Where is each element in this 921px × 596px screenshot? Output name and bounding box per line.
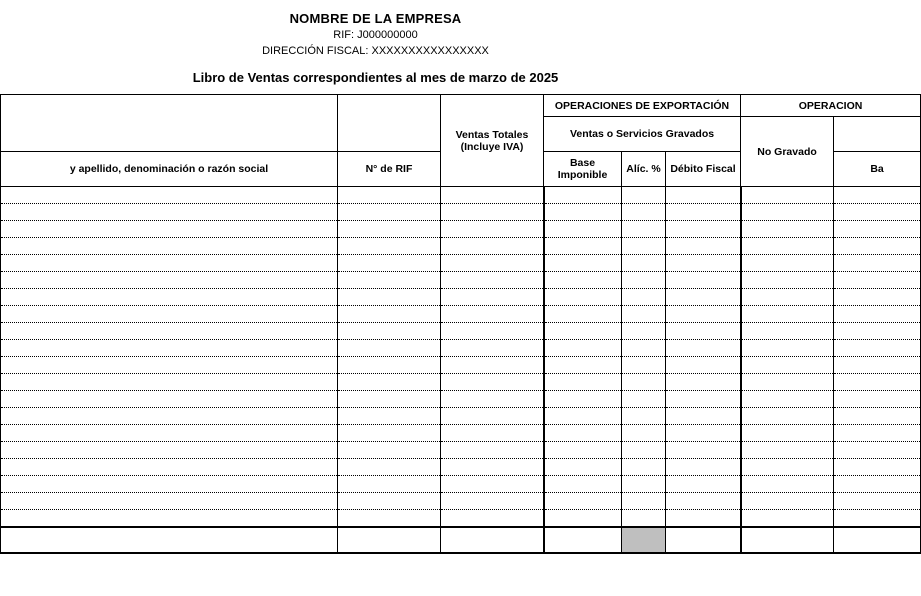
totals-cell-alicuota[interactable] [622, 527, 666, 553]
table-row [1, 374, 921, 391]
cell-alic[interactable] [622, 340, 666, 357]
cell-base[interactable] [544, 187, 622, 204]
document-header [0, 0, 751, 86]
header-ventas-totales-line1: Ventas Totales [455, 128, 529, 141]
cell-total[interactable] [441, 221, 544, 238]
header-col-base-imponible-internas: Ba [834, 152, 921, 187]
cell-debito[interactable] [666, 425, 741, 442]
totals-cell-name[interactable] [1, 527, 338, 553]
cell-base[interactable] [544, 391, 622, 408]
cell-debito[interactable] [666, 306, 741, 323]
cell-alic[interactable] [622, 493, 666, 510]
cell-rif[interactable] [338, 476, 441, 493]
cell-total[interactable] [441, 476, 544, 493]
cell-name[interactable] [1, 391, 338, 408]
cell-base[interactable] [544, 204, 622, 221]
cell-debito[interactable] [666, 289, 741, 306]
header-group-operaciones-exportacion: OPERACIONES DE EXPORTACIÓN [544, 95, 741, 117]
cell-base[interactable] [544, 340, 622, 357]
cell-total[interactable] [441, 323, 544, 340]
cell-base[interactable] [544, 357, 622, 374]
cell-nograv[interactable] [741, 493, 834, 510]
cell-base2[interactable] [834, 255, 921, 272]
cell-base[interactable] [544, 323, 622, 340]
cell-base[interactable] [544, 493, 622, 510]
cell-alic[interactable] [622, 238, 666, 255]
table-row [1, 357, 921, 374]
table-row [1, 187, 921, 204]
header-ventas-totales [441, 95, 544, 187]
cell-nograv[interactable] [741, 357, 834, 374]
cell-nograv[interactable] [741, 187, 834, 204]
cell-rif[interactable] [338, 272, 441, 289]
table-head [1, 95, 921, 187]
header-col-alicuota: Alíc. % [622, 152, 666, 187]
cell-base[interactable] [544, 442, 622, 459]
cell-name[interactable] [1, 442, 338, 459]
cell-debito[interactable] [666, 323, 741, 340]
cell-rif[interactable] [338, 493, 441, 510]
cell-base[interactable] [544, 289, 622, 306]
cell-total[interactable] [441, 238, 544, 255]
totals-cell-total[interactable] [441, 527, 544, 553]
cell-alic[interactable] [622, 187, 666, 204]
cell-nograv[interactable] [741, 476, 834, 493]
cell-base2[interactable] [834, 408, 921, 425]
cell-base[interactable] [544, 476, 622, 493]
cell-base2[interactable] [834, 238, 921, 255]
cell-base2[interactable] [834, 425, 921, 442]
cell-debito[interactable] [666, 374, 741, 391]
cell-debito[interactable] [666, 459, 741, 476]
cell-rif[interactable] [338, 238, 441, 255]
header-rif-blank [338, 95, 441, 152]
cell-total[interactable] [441, 391, 544, 408]
cell-nograv[interactable] [741, 204, 834, 221]
cell-name[interactable] [1, 374, 338, 391]
cell-rif[interactable] [338, 255, 441, 272]
cell-alic[interactable] [622, 374, 666, 391]
sales-ledger-table [0, 94, 921, 554]
cell-debito[interactable] [666, 442, 741, 459]
cell-base2[interactable] [834, 459, 921, 476]
cell-debito[interactable] [666, 408, 741, 425]
cell-base[interactable] [544, 306, 622, 323]
cell-base2[interactable] [834, 510, 921, 528]
cell-name[interactable] [1, 408, 338, 425]
cell-nograv[interactable] [741, 442, 834, 459]
cell-debito[interactable] [666, 255, 741, 272]
cell-total[interactable] [441, 340, 544, 357]
cell-total[interactable] [441, 289, 544, 306]
header-subgroup-no-gravado: No Gravado [741, 117, 834, 187]
cell-name[interactable] [1, 476, 338, 493]
cell-nograv[interactable] [741, 323, 834, 340]
cell-nograv[interactable] [741, 289, 834, 306]
totals-cell-rif[interactable] [338, 527, 441, 553]
cell-name[interactable] [1, 425, 338, 442]
cell-name[interactable] [1, 255, 338, 272]
cell-rif[interactable] [338, 357, 441, 374]
header-col-base-line2: Imponible [557, 169, 608, 181]
cell-alic[interactable] [622, 510, 666, 528]
cell-rif[interactable] [338, 374, 441, 391]
cell-debito[interactable] [666, 272, 741, 289]
cell-name[interactable] [1, 510, 338, 528]
cell-name[interactable] [1, 238, 338, 255]
cell-total[interactable] [441, 425, 544, 442]
table-foot [1, 527, 921, 553]
cell-name[interactable] [1, 204, 338, 221]
table-row [1, 238, 921, 255]
cell-total[interactable] [441, 442, 544, 459]
cell-rif[interactable] [338, 442, 441, 459]
cell-base[interactable] [544, 221, 622, 238]
cell-base2[interactable] [834, 374, 921, 391]
cell-rif[interactable] [338, 221, 441, 238]
header-col-debito-fiscal: Débito Fiscal [666, 152, 741, 187]
cell-base2[interactable] [834, 272, 921, 289]
cell-nograv[interactable] [741, 459, 834, 476]
cell-debito[interactable] [666, 340, 741, 357]
cell-total[interactable] [441, 357, 544, 374]
cell-alic[interactable] [622, 459, 666, 476]
header-col-base-imponible [544, 152, 622, 187]
table-row [1, 493, 921, 510]
cell-base[interactable] [544, 459, 622, 476]
header-name-blank [1, 95, 338, 152]
totals-cell-base-internas[interactable] [834, 527, 921, 553]
cell-debito[interactable] [666, 187, 741, 204]
table-row [1, 221, 921, 238]
totals-cell-no-gravado[interactable] [741, 527, 834, 553]
cell-alic[interactable] [622, 289, 666, 306]
cell-total[interactable] [441, 510, 544, 528]
cell-base2[interactable] [834, 391, 921, 408]
cell-rif[interactable] [338, 408, 441, 425]
totals-row [1, 527, 921, 553]
table-row [1, 459, 921, 476]
cell-nograv[interactable] [741, 340, 834, 357]
cell-name[interactable] [1, 340, 338, 357]
table-row [1, 272, 921, 289]
cell-rif[interactable] [338, 459, 441, 476]
table-row [1, 391, 921, 408]
cell-base2[interactable] [834, 187, 921, 204]
cell-alic[interactable] [622, 323, 666, 340]
cell-name[interactable] [1, 289, 338, 306]
table-row [1, 323, 921, 340]
cell-total[interactable] [441, 306, 544, 323]
cell-debito[interactable] [666, 476, 741, 493]
ledger-sheet [0, 94, 884, 554]
cell-base2[interactable] [834, 323, 921, 340]
cell-alic[interactable] [622, 272, 666, 289]
cell-total[interactable] [441, 272, 544, 289]
table-row [1, 204, 921, 221]
table-row [1, 442, 921, 459]
cell-name[interactable] [1, 187, 338, 204]
company-address: DIRECCIÓN FISCAL: XXXXXXXXXXXXXXXX [262, 45, 489, 57]
cell-name[interactable] [1, 272, 338, 289]
cell-nograv[interactable] [741, 221, 834, 238]
book-title: Libro de Ventas correspondientes al mes de marzo de 2025 [192, 70, 559, 85]
header-internas-blank [834, 117, 921, 152]
cell-nograv[interactable] [741, 374, 834, 391]
cell-total[interactable] [441, 255, 544, 272]
cell-base[interactable] [544, 255, 622, 272]
cell-total[interactable] [441, 493, 544, 510]
cell-name[interactable] [1, 357, 338, 374]
cell-rif[interactable] [338, 340, 441, 357]
cell-name[interactable] [1, 221, 338, 238]
cell-alic[interactable] [622, 408, 666, 425]
cell-total[interactable] [441, 374, 544, 391]
cell-rif[interactable] [338, 323, 441, 340]
cell-base2[interactable] [834, 204, 921, 221]
cell-debito[interactable] [666, 357, 741, 374]
cell-total[interactable] [441, 204, 544, 221]
cell-base2[interactable] [834, 289, 921, 306]
cell-base2[interactable] [834, 357, 921, 374]
table-row [1, 425, 921, 442]
cell-alic[interactable] [622, 204, 666, 221]
totals-cell-debito[interactable] [666, 527, 741, 553]
cell-debito[interactable] [666, 391, 741, 408]
cell-total[interactable] [441, 459, 544, 476]
table-row [1, 340, 921, 357]
header-group-operaciones-internas: OPERACION [741, 95, 921, 117]
table-row [1, 255, 921, 272]
cell-base[interactable] [544, 425, 622, 442]
cell-alic[interactable] [622, 306, 666, 323]
cell-debito[interactable] [666, 204, 741, 221]
cell-rif[interactable] [338, 510, 441, 528]
cell-base[interactable] [544, 510, 622, 528]
cell-nograv[interactable] [741, 255, 834, 272]
cell-name[interactable] [1, 323, 338, 340]
cell-alic[interactable] [622, 476, 666, 493]
cell-debito[interactable] [666, 510, 741, 528]
cell-alic[interactable] [622, 442, 666, 459]
cell-total[interactable] [441, 408, 544, 425]
cell-debito[interactable] [666, 238, 741, 255]
cell-nograv[interactable] [741, 391, 834, 408]
header-col-name: y apellido, denominación o razón social [1, 152, 338, 187]
cell-total[interactable] [441, 187, 544, 204]
cell-rif[interactable] [338, 289, 441, 306]
cell-base2[interactable] [834, 493, 921, 510]
cell-nograv[interactable] [741, 238, 834, 255]
company-rif: RIF: J000000000 [333, 29, 418, 41]
cell-nograv[interactable] [741, 272, 834, 289]
sheet-clip [0, 94, 884, 554]
cell-rif[interactable] [338, 306, 441, 323]
cell-base2[interactable] [834, 442, 921, 459]
cell-alic[interactable] [622, 255, 666, 272]
table-row [1, 408, 921, 425]
cell-base2[interactable] [834, 306, 921, 323]
table-row [1, 289, 921, 306]
cell-debito[interactable] [666, 221, 741, 238]
cell-base2[interactable] [834, 476, 921, 493]
cell-base[interactable] [544, 408, 622, 425]
table-row [1, 476, 921, 493]
cell-debito[interactable] [666, 493, 741, 510]
table-body [1, 187, 921, 528]
header-row-groups [1, 95, 921, 117]
cell-rif[interactable] [338, 187, 441, 204]
cell-name[interactable] [1, 306, 338, 323]
cell-base2[interactable] [834, 340, 921, 357]
totals-cell-base[interactable] [544, 527, 622, 553]
cell-base2[interactable] [834, 221, 921, 238]
cell-nograv[interactable] [741, 408, 834, 425]
cell-alic[interactable] [622, 391, 666, 408]
table-row [1, 306, 921, 323]
header-subgroup-ventas-servicios-gravados: Ventas o Servicios Gravados [544, 117, 741, 152]
cell-nograv[interactable] [741, 425, 834, 442]
cell-rif[interactable] [338, 204, 441, 221]
cell-base[interactable] [544, 374, 622, 391]
header-ventas-totales-line2: (Incluye IVA) [460, 140, 524, 153]
cell-nograv[interactable] [741, 510, 834, 528]
cell-alic[interactable] [622, 425, 666, 442]
table-row [1, 510, 921, 528]
cell-name[interactable] [1, 493, 338, 510]
cell-nograv[interactable] [741, 306, 834, 323]
cell-base[interactable] [544, 238, 622, 255]
company-name: NOMBRE DE LA EMPRESA [289, 11, 462, 26]
cell-rif[interactable] [338, 391, 441, 408]
cell-rif[interactable] [338, 425, 441, 442]
cell-base[interactable] [544, 272, 622, 289]
header-col-base-line1: Base [569, 157, 596, 169]
cell-name[interactable] [1, 459, 338, 476]
cell-alic[interactable] [622, 357, 666, 374]
cell-alic[interactable] [622, 221, 666, 238]
header-col-rif: N° de RIF [338, 152, 441, 187]
